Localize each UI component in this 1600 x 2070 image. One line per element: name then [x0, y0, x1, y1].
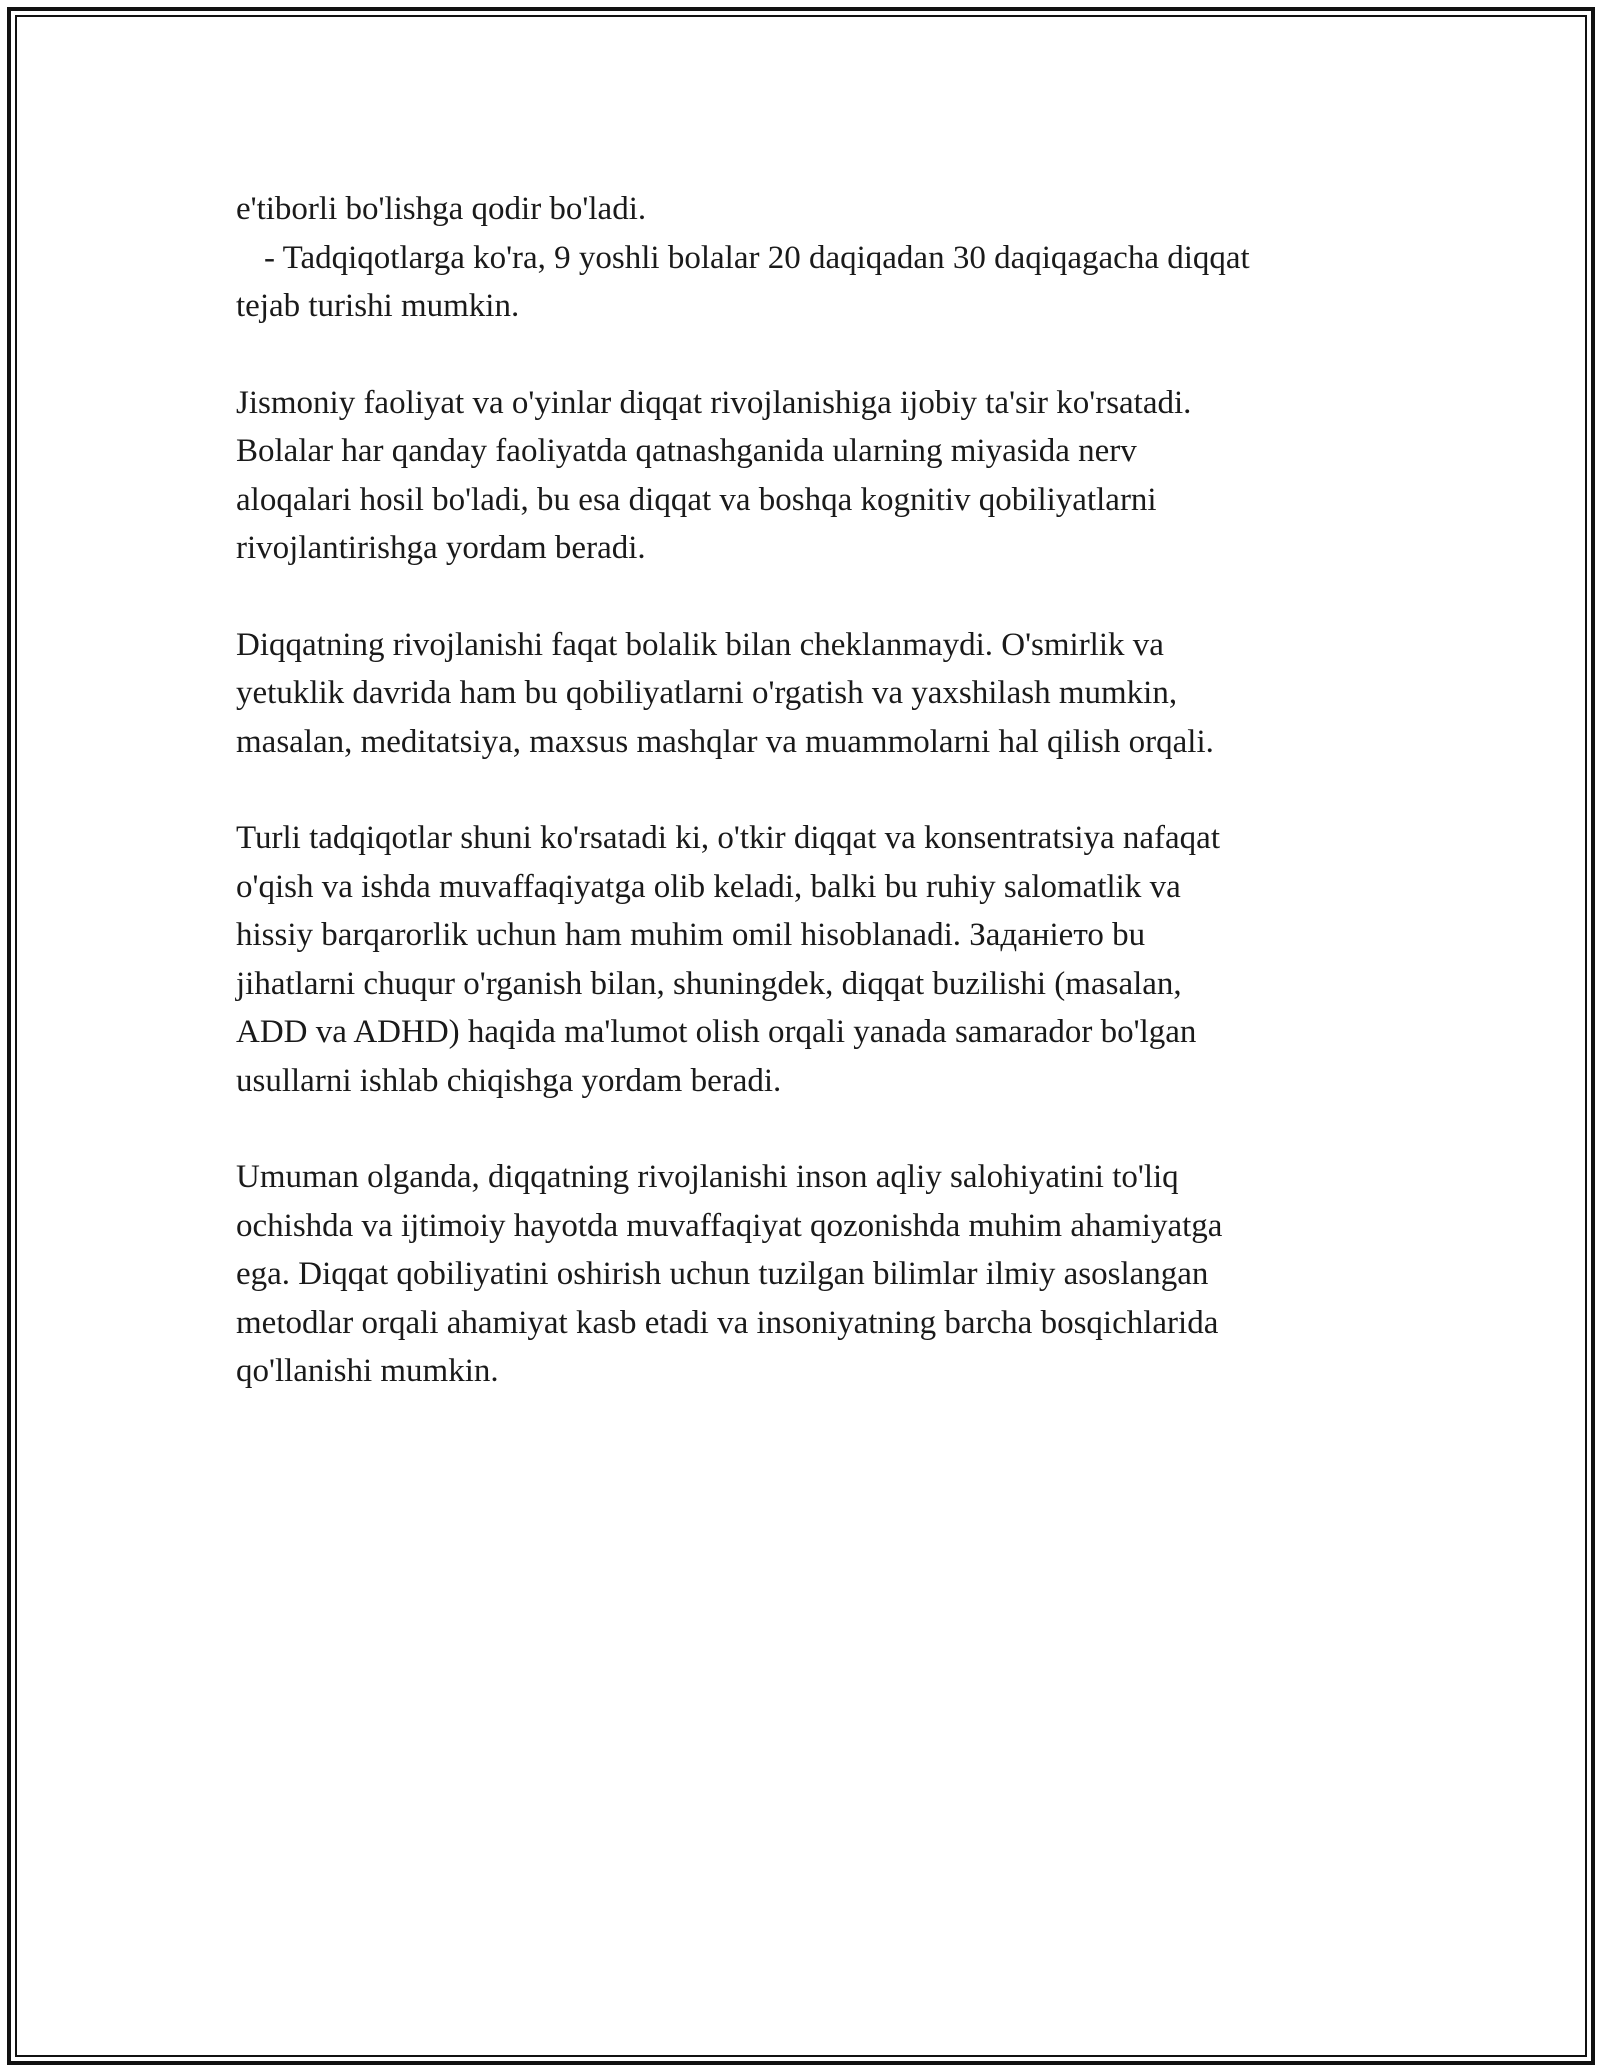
text-line: ochishda va ijtimoiy hayotda muvaffaqiyat qozonishda muhim ahamiyatga	[236, 1207, 1223, 1244]
paragraph-5	[236, 1153, 1376, 1396]
text-line-bullet: - Tadqiqotlarga ko'ra, 9 yoshli bolalar 20 daqiqadan 30 daqiqagacha diqqat	[264, 239, 1250, 276]
text-line: e'tiborli bo'lishga qodir bo'ladi.	[236, 191, 647, 227]
text-line: Turli tadqiqotlar shuni ko'rsatadi ki, o'tkir diqqat va konsentratsiya nafaqat	[236, 820, 1220, 856]
text-line: Bolalar har qanday faoliyatda qatnashganida ularning miyasida nerv	[236, 433, 1137, 469]
text-line: yetuklik davrida ham bu qobiliyatlarni o'rgatish va yaxshilash mumkin,	[236, 675, 1178, 711]
text-line: hissiy barqarorlik uchun ham muhim omil hisoblanadi. Заданieто bu	[236, 917, 1146, 953]
paragraph-1	[236, 185, 1376, 331]
paragraph-2	[236, 379, 1376, 573]
text-line: masalan, meditatsiya, maxsus mashqlar va muammolarni hal qilish orqali.	[236, 723, 1214, 760]
document-body	[236, 185, 1376, 1444]
text-line: ega. Diqqat qobiliyatini oshirish uchun tuzilgan bilimlar ilmiy asoslangan	[236, 1256, 1209, 1292]
text-line: jihatlarni chuqur o'rganish bilan, shuningdek, diqqat buzilishi (masalan,	[236, 965, 1182, 1002]
text-line: ADD va ADHD) haqida ma'lumot olish orqali yanada samarador bo'lgan	[236, 1014, 1197, 1050]
paragraph-4	[236, 814, 1376, 1105]
text-line: Umuman olganda, diqqatning rivojlanishi inson aqliy salohiyatini to'liq	[236, 1159, 1179, 1195]
text-line: Diqqatning rivojlanishi faqat bolalik bilan cheklanmaydi. O'smirlik va	[236, 626, 1164, 663]
text-line: rivojlantirishga yordam beradi.	[236, 530, 646, 566]
text-line: metodlar orqali ahamiyat kasb etadi va insoniyatning barcha bosqichlarida	[236, 1304, 1219, 1341]
text-line: tejab turishi mumkin.	[236, 288, 520, 324]
text-line: Jismoniy faoliyat va o'yinlar diqqat rivojlanishiga ijobiy ta'sir ko'rsatadi.	[236, 384, 1192, 421]
text-line: aloqalari hosil bo'ladi, bu esa diqqat va boshqa kognitiv qobiliyatlarni	[236, 481, 1157, 518]
text-line: o'qish va ishda muvaffaqiyatga olib keladi, balki bu ruhiy salomatlik va	[236, 868, 1181, 905]
text-line: usullarni ishlab chiqishga yordam beradi.	[236, 1062, 782, 1099]
text-line: qo'llanishi mumkin.	[236, 1353, 499, 1389]
paragraph-3	[236, 621, 1376, 767]
